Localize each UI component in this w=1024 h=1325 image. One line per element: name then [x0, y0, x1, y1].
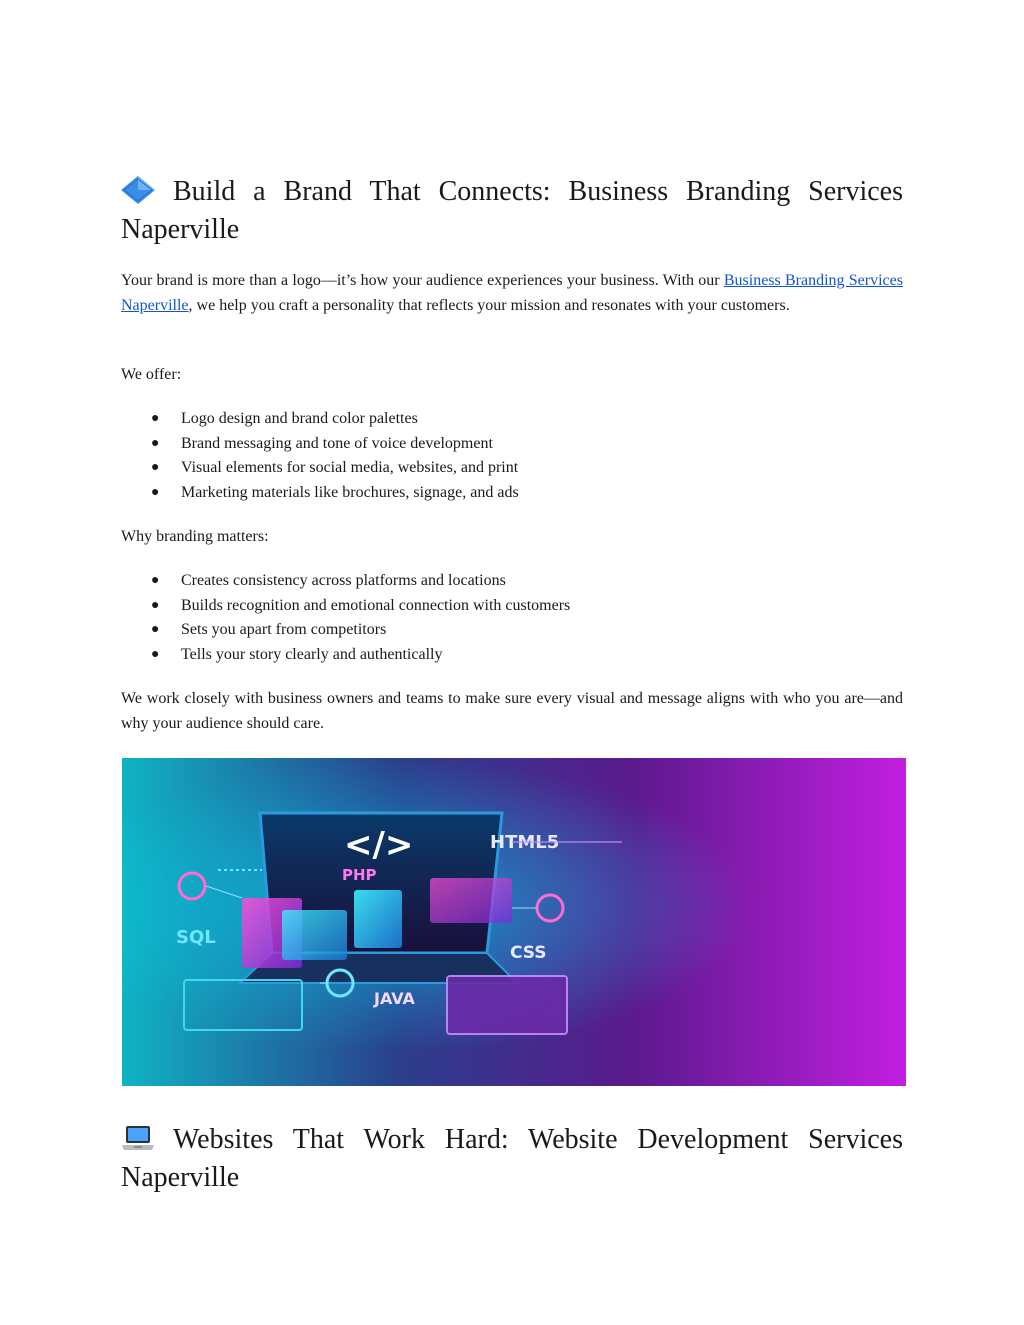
tag-sql: SQL [176, 927, 216, 948]
bullet-icon: ● [151, 646, 160, 662]
hero-image [122, 758, 906, 1086]
bullet-icon: ● [151, 622, 160, 637]
list-item [121, 407, 903, 432]
section-heading-websites [121, 1121, 903, 1197]
tag-css: CSS [510, 943, 547, 963]
intro-text-after: , we help you craft a personality that reflects your mission and resonates with your customers. [188, 296, 790, 314]
why-label: Why branding matters: [121, 528, 269, 545]
section-heading-branding [121, 173, 903, 249]
web-development-illustration [122, 758, 906, 1086]
closing-paragraph: We work closely with business owners and teams to make sure every visual and message aligns with who you are—and why your audience should care. [121, 690, 903, 732]
list-item-text: Creates consistency across platforms and locations [181, 572, 506, 589]
heading-text: Build a Brand That Connects: Business Branding Services Naperville [121, 176, 903, 245]
intro-paragraph [121, 269, 903, 318]
list-item-text: Builds recognition and emotional connection with customers [181, 596, 571, 614]
list-item-text: Brand messaging and tone of voice development [181, 434, 493, 452]
list-item [121, 618, 903, 643]
bullet-icon: ● [151, 573, 160, 588]
list-item-text: Marketing materials like brochures, signage, and ads [181, 483, 519, 501]
bullet-icon: ● [151, 435, 160, 451]
list-item-text: Logo design and brand color palettes [181, 410, 418, 427]
bullet-icon: ● [151, 597, 160, 613]
list-item [121, 432, 903, 457]
list-item [121, 456, 903, 481]
list-item [121, 594, 903, 619]
tag-php: PHP [342, 866, 377, 884]
why-list [121, 569, 903, 667]
intro-text-before: Your brand is more than a logo—it’s how your audience experiences your business. With our [121, 272, 724, 289]
bullet-icon: ● [151, 411, 160, 426]
blue-diamond-icon [121, 176, 155, 204]
list-item [121, 481, 903, 506]
tag-java: JAVA [374, 989, 415, 1008]
list-item-text: Sets you apart from competitors [181, 621, 387, 638]
business-branding-link[interactable]: Business Branding Services Naperville [121, 272, 903, 314]
offer-label: We offer: [121, 366, 182, 383]
laptop-icon [121, 1124, 155, 1152]
list-item-text: Visual elements for social media, websites, and print [181, 459, 519, 476]
list-item [121, 643, 903, 668]
bullet-icon: ● [151, 460, 160, 475]
tag-html5: HTML5 [490, 832, 560, 853]
code-symbol: </> [344, 825, 414, 865]
list-item-text: Tells your story clearly and authentically [181, 645, 443, 663]
offer-list [121, 407, 903, 505]
bullet-icon: ● [151, 484, 160, 500]
heading-text: Websites That Work Hard: Website Development Services Naperville [121, 1124, 903, 1193]
list-item [121, 569, 903, 594]
